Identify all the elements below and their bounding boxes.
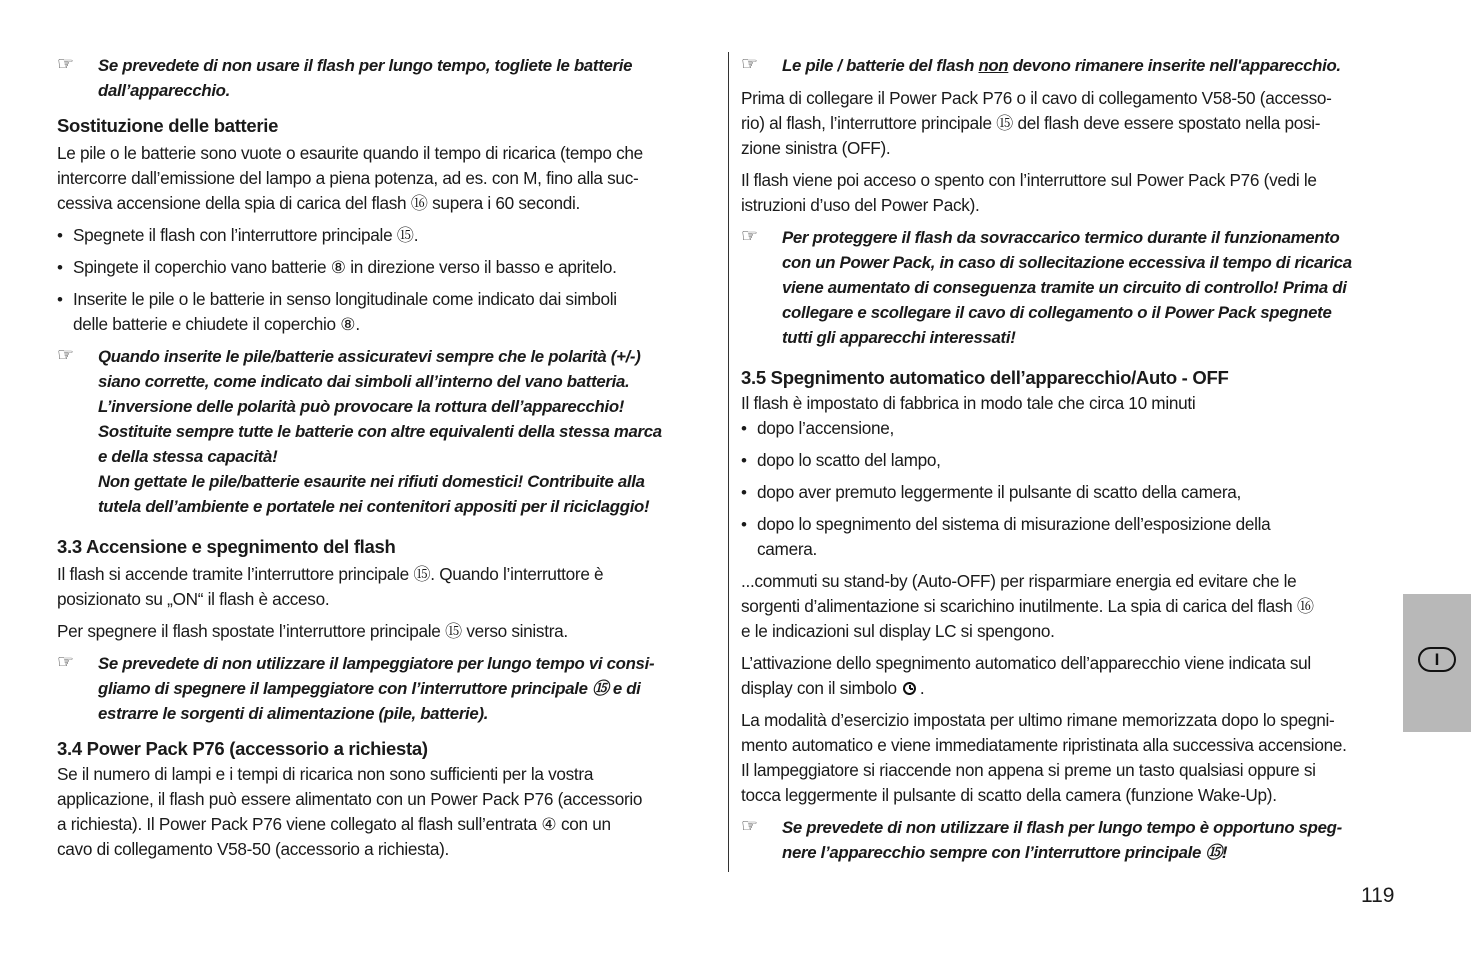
note-thermal-protection: ☞ Per proteggere il flash da sovraccarico termico durante il funzionamento con un Power Pack, in caso di sollecitazione eccessiva il tempo di ricarica viene aumentato di conseguenza tramite un circuito di controllo! Prima di collegare e scollegare il cavo di collegamento o il Power Pack spegnete tutti gli apparecchi interessati! xyxy=(741,226,1352,347)
paragraph-power-pack: Se il numero di lampi e i tempi di ricarica non sono sufficienti per la vostra applicazione, il flash può essere alimentato con un Power Pack P76 (accessorio a richiesta). Il Power Pack P76 viene collegato al flash sull’entrata ④ con un cavo di collegamento V58-50 (accessorio a richiesta). xyxy=(57,764,643,859)
paragraph-power-pack-switch: Il flash viene poi acceso o spento con l’interruttore sul Power Pack P76 (vedi le istruzioni d’uso del Power Pack). xyxy=(741,170,1317,215)
language-tab xyxy=(1403,594,1471,732)
note-switch-off-main: ☞ Se prevedete di non utilizzare il flash per lungo tempo è opportuno speg- nere l’apparecchio sempre con l’interruttore principale ⑮! xyxy=(741,816,1342,862)
heading-battery-replacement: Sostituzione delle batterie xyxy=(57,115,279,136)
note-long-disuse: ☞ Se prevedete di non utilizzare il lampeggiatore per lungo tempo vi consi- gliamo di spegnere il lampeggiatore con l’interruttore principale ⑮ e di estrarre le sorgenti di alimentazione (pile, batterie). xyxy=(57,652,655,723)
paragraph-before-connecting: Prima di collegare il Power Pack P76 o il cavo di collegamento V58-50 (accesso- rio) al flash, l’interruttore principale ⑮ del flash deve essere spostato nella posi- zione sinistra (OFF). xyxy=(741,88,1332,158)
note-remove-batteries: ☞ Se prevedete di non usare il flash per lungo tempo, togliete le batterie dall’apparecchio. xyxy=(57,54,633,100)
paragraph-wake-up: La modalità d’esercizio impostata per ultimo rimane memorizzata dopo lo spegni- mento automatico e viene immediatamente ripristinata alla successiva accensione. Il lampeggiatore si riaccende non appena si preme un tasto qualsiasi oppure si tocca leggermente il pulsante di scatto della camera (funzione Wake-Up). xyxy=(741,710,1347,805)
pointing-hand-icon: ☞ xyxy=(741,54,759,75)
pointing-hand-icon: ☞ xyxy=(57,345,75,366)
paragraph-auto-off-intro: Il flash è impostato di fabbrica in modo tale che circa 10 minuti xyxy=(741,393,1196,413)
list-item: • dopo l’accensione, xyxy=(741,418,894,438)
note-batteries-not-inserted: ☞ Le pile / batterie del flash non devono rimanere inserite nell'apparecchio. xyxy=(741,54,1341,75)
page-number: 119 xyxy=(1361,884,1395,907)
clock-icon xyxy=(903,682,916,695)
column-divider xyxy=(728,52,729,872)
list-item: • Spingete il coperchio vano batterie ⑧ in direzione verso il basso e apritelo. xyxy=(57,257,617,277)
heading-section-3-3: 3.3 Accensione e spegnimento del flash xyxy=(57,536,396,557)
list-item: • Spegnete il flash con l’interruttore principale ⑮. xyxy=(57,225,419,245)
language-badge: I xyxy=(1418,647,1456,672)
paragraph-auto-off-symbol: L’attivazione dello spegnimento automatico dell’apparecchio viene indicata sul display con il simbolo . xyxy=(741,653,1311,698)
pointing-hand-icon: ☞ xyxy=(741,226,759,247)
paragraph-standby: ...commuti su stand-by (Auto-OFF) per risparmiare energia ed evitare che le sorgenti d’alimentazione si scarichino inutilmente. La spia di carica del flash ⑯ e le indicazioni sul display LC si spengono. xyxy=(741,571,1314,641)
list-item: • dopo aver premuto leggermente il pulsante di scatto della camera, xyxy=(741,482,1241,502)
pointing-hand-icon: ☞ xyxy=(741,816,759,837)
heading-section-3-5: 3.5 Spegnimento automatico dell’apparecchio/Auto - OFF xyxy=(741,367,1229,388)
list-item: • dopo lo scatto del lampo, xyxy=(741,450,941,470)
list-item: • Inserite le pile o le batterie in senso longitudinale come indicato dai simboli delle batterie e chiudete il coperchio ⑧. xyxy=(57,289,617,334)
note-polarity-warning: ☞ Quando inserite le pile/batterie assicuratevi sempre che le polarità (+/-) siano corrette, come indicato dai simboli all’interno del vano batteria. L’inversione delle polarità può provocare la rottura dell’apparecchio! Sostituite sempre tutte le batterie con altre equivalenti della stessa marca e della stessa capacità! Non gettate le pile/batterie esaurite nei rifiuti domestici! Contribuite alla tutela dell’ambiente e portatele nei contenitori appositi per il riciclaggio! xyxy=(57,345,662,516)
left-column xyxy=(57,50,717,862)
heading-section-3-4: 3.4 Power Pack P76 (accessorio a richiesta) xyxy=(57,738,428,759)
paragraph-switch-on: Il flash si accende tramite l’interruttore principale ⑮. Quando l’interruttore è posizionato su „ON“ il flash è acceso. xyxy=(57,564,604,609)
paragraph-battery-empty: Le pile o le batterie sono vuote o esaurite quando il tempo di ricarica (tempo che intercorre dall’emissione del lampo a piena potenza, ad es. con M, fino alla suc- cessiva accensione della spia di carica del flash ⑯ supera i 60 secondi. xyxy=(57,143,643,213)
right-column xyxy=(741,50,1403,865)
pointing-hand-icon: ☞ xyxy=(57,54,75,75)
list-item: • dopo lo spegnimento del sistema di misurazione dell’esposizione della camera. xyxy=(741,514,1271,559)
paragraph-switch-off: Per spegnere il flash spostate l’interruttore principale ⑮ verso sinistra. xyxy=(57,621,568,641)
pointing-hand-icon: ☞ xyxy=(57,652,75,673)
